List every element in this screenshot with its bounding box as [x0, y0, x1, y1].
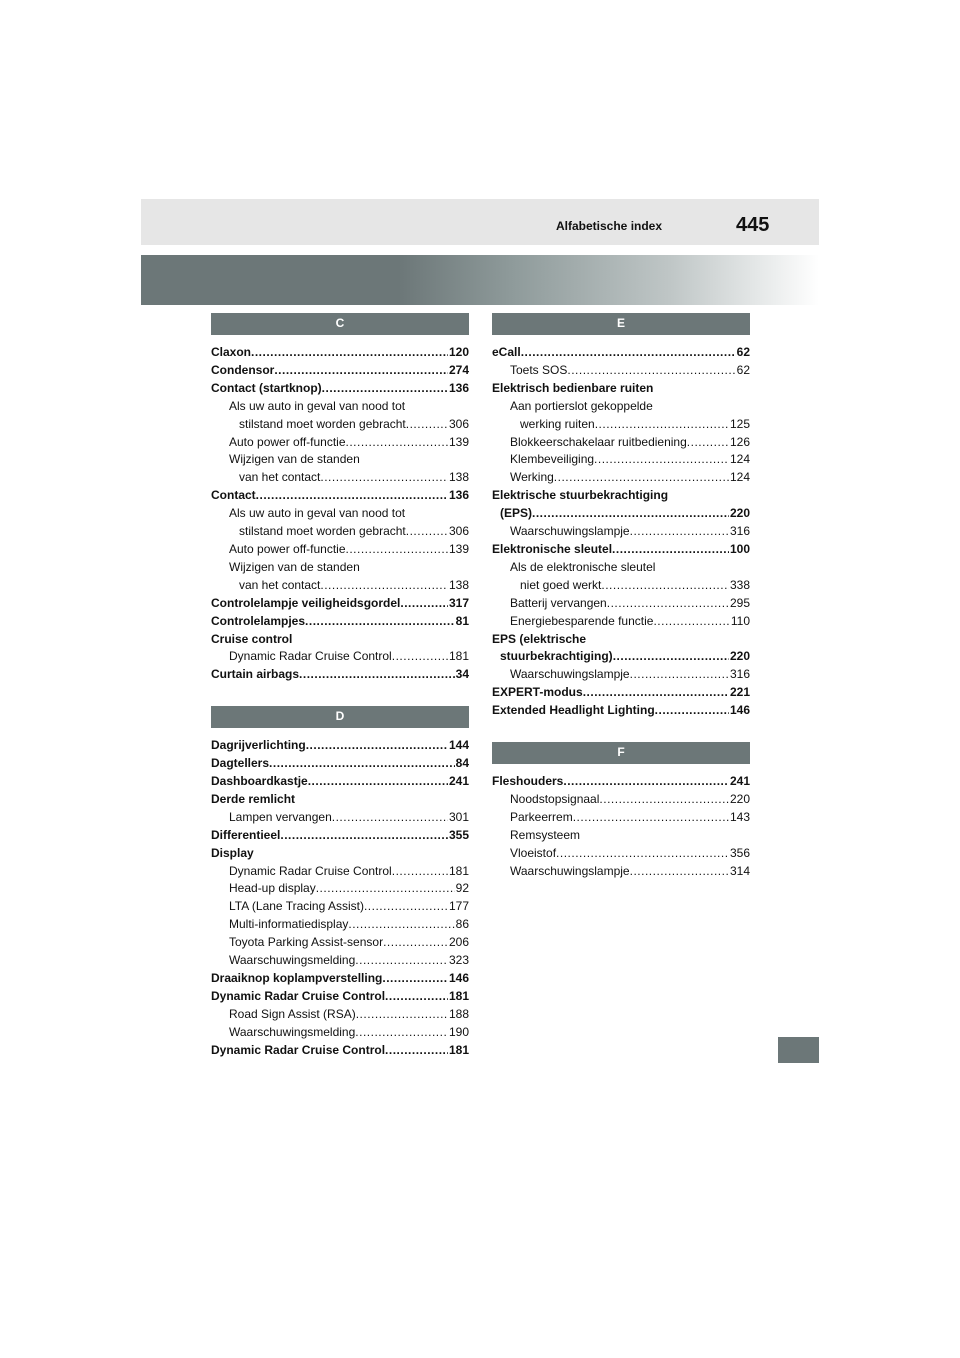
index-subentry: Aan portierslot gekoppelde [510, 398, 653, 413]
index-subentry: Dynamic Radar Cruise Control ..... 181 [211, 863, 469, 881]
index-section-d [211, 706, 469, 1059]
page-ref: 355 [448, 827, 469, 842]
index-entry: Fleshouders ..... 241 [492, 773, 750, 791]
index-subentry: Toyota Parking Assist-sensor ..... 206 [211, 934, 469, 952]
page-ref: 139 [448, 434, 469, 449]
index-section-c [211, 313, 469, 684]
index-entry: Dagrijverlichting ..... 144 [211, 737, 469, 755]
index-entry: Controlelampje veiligheidsgordel ..... 317 [211, 595, 469, 613]
page-ref: 81 [455, 613, 469, 628]
page-ref: 314 [729, 863, 750, 878]
index-entry: Differentieel ..... 355 [211, 827, 469, 845]
index-subentry: Blokkeerschakelaar ruitbediening ..... 126 [492, 434, 750, 452]
page-ref: 124 [729, 452, 750, 467]
page-ref: 190 [448, 1024, 469, 1039]
index-entry: Draaiknop koplampverstelling ..... 146 [211, 970, 469, 988]
index-subentry: Road Sign Assist (RSA) ..... 188 [211, 1006, 469, 1024]
index-subentry: Als uw auto in geval van nood tot [229, 398, 406, 413]
index-subentry: Parkeerrem ..... 143 [492, 809, 750, 827]
index-subentry: Als uw auto in geval van nood tot [229, 506, 406, 521]
page-ref: 188 [448, 1006, 469, 1021]
page-ref: 220 [729, 791, 750, 806]
index-column-left [211, 313, 469, 1082]
index-entry: Elektrische stuurbekrachtiging [492, 488, 669, 503]
page-ref: 124 [729, 470, 750, 485]
decorative-gradient-band [141, 255, 819, 305]
page-ref: 274 [448, 362, 469, 377]
page-ref: 241 [448, 774, 469, 789]
page-number: 445 [736, 214, 770, 236]
index-subentry: Auto power off-functie ..... 139 [211, 541, 469, 559]
page-ref: 295 [729, 595, 750, 610]
index-entry: Dynamic Radar Cruise Control ..... 181 [211, 988, 469, 1006]
page-ref: 138 [448, 577, 469, 592]
page-ref: 181 [448, 1042, 469, 1057]
page-ref: 316 [729, 667, 750, 682]
index-subentry: Werking ..... 124 [492, 469, 750, 487]
index-entry: Contact ..... 136 [211, 487, 469, 505]
index-subentry: Waarschuwingslampje ..... 316 [492, 666, 750, 684]
index-section-e [492, 313, 750, 720]
side-thumb-tab [778, 1037, 819, 1063]
page-ref: 323 [448, 953, 469, 968]
index-entry: Curtain airbags ..... 34 [211, 666, 469, 684]
section-header-c: C [211, 313, 469, 335]
section-header-f: F [492, 742, 750, 764]
page-ref: 84 [455, 756, 469, 771]
index-subentry: Lampen vervangen ..... 301 [211, 809, 469, 827]
page-ref: 120 [448, 345, 469, 359]
index-subentry: Wijzigen van de standen [229, 559, 360, 574]
index-subentry: Auto power off-functie ..... 139 [211, 434, 469, 452]
page-ref: 316 [729, 524, 750, 539]
page-ref: 139 [448, 541, 469, 556]
page-ref: 338 [729, 577, 750, 592]
index-entry: Display [211, 845, 254, 860]
header-band [141, 199, 819, 245]
page-ref: 136 [448, 380, 469, 395]
page-ref: 92 [455, 881, 469, 896]
index-subentry: van het contact ..... 138 [211, 577, 469, 595]
index-entry: Cruise control [211, 631, 293, 646]
section-header-e: E [492, 313, 750, 335]
index-subentry: Waarschuwingsmelding ..... 190 [211, 1024, 469, 1042]
page-ref: 86 [455, 917, 469, 932]
index-entry: Controlelampjes ..... 81 [211, 613, 469, 631]
index-subentry: Dynamic Radar Cruise Control ..... 181 [211, 648, 469, 666]
index-entry: Elektronische sleutel ..... 100 [492, 541, 750, 559]
page-ref: 126 [729, 434, 750, 449]
page-ref: 136 [448, 488, 469, 503]
index-column-right [492, 313, 750, 902]
index-subentry: Batterij vervangen ..... 295 [492, 595, 750, 613]
index-entry: (EPS) ..... 220 [492, 505, 750, 523]
index-entry: EXPERT-modus ..... 221 [492, 684, 750, 702]
page-ref: 181 [448, 649, 469, 664]
page-ref: 301 [448, 809, 469, 824]
index-subentry: werking ruiten ..... 125 [492, 416, 750, 434]
index-subentry: Waarschuwingsmelding ..... 323 [211, 952, 469, 970]
page-ref: 206 [448, 935, 469, 950]
page-ref: 125 [729, 416, 750, 431]
index-subentry: van het contact ..... 138 [211, 469, 469, 487]
page-ref: 220 [729, 506, 750, 521]
page-ref: 138 [448, 470, 469, 485]
page-ref: 220 [729, 649, 750, 664]
page-ref: 144 [448, 738, 469, 753]
index-subentry: Waarschuwingslampje ..... 316 [492, 523, 750, 541]
index-entry: Elektrisch bedienbare ruiten [492, 380, 654, 395]
index-subentry: stilstand moet worden gebracht ..... 306 [211, 416, 469, 434]
page-ref: 62 [736, 362, 750, 377]
index-subentry: Energiebesparende functie ..... 110 [492, 613, 750, 631]
page-ref: 34 [455, 667, 469, 682]
page-ref: 306 [448, 416, 469, 431]
index-subentry: Remsysteem [510, 827, 581, 842]
index-entry: Dynamic Radar Cruise Control ..... 181 [211, 1042, 469, 1060]
index-entry: EPS (elektrische [492, 631, 587, 646]
index-subentry: Multi-informatiedisplay ..... 86 [211, 916, 469, 934]
page-ref: 177 [448, 899, 469, 914]
page-ref: 356 [729, 845, 750, 860]
index-entry: Contact (startknop) ..... 136 [211, 380, 469, 398]
index-section-f [492, 742, 750, 880]
page-ref: 317 [448, 595, 469, 610]
page-ref: 100 [729, 541, 750, 556]
index-subentry: Toets SOS ..... 62 [492, 362, 750, 380]
index-entry: Extended Headlight Lighting ..... 146 [492, 702, 750, 720]
index-entry: eCall ..... 62 [492, 344, 750, 362]
index-entry: Claxon ..... 120 [211, 344, 469, 362]
index-subentry: Noodstopsignaal ..... 220 [492, 791, 750, 809]
index-subentry: stilstand moet worden gebracht ..... 306 [211, 523, 469, 541]
index-entry: Condensor ..... 274 [211, 362, 469, 380]
index-subentry: niet goed werkt ..... 338 [492, 577, 750, 595]
index-entry: Derde remlicht [211, 791, 296, 806]
index-entry: Dagtellers ..... 84 [211, 755, 469, 773]
index-entry: Dashboardkastje ..... 241 [211, 773, 469, 791]
page-ref: 241 [729, 774, 750, 789]
page-ref: 306 [448, 524, 469, 539]
section-header-d: D [211, 706, 469, 728]
index-subentry: Klembeveiliging ..... 124 [492, 451, 750, 469]
page-ref: 143 [729, 809, 750, 824]
index-subentry: Waarschuwingslampje ..... 314 [492, 863, 750, 881]
index-subentry: Head-up display ..... 92 [211, 880, 469, 898]
index-subentry: Als de elektronische sleutel [510, 559, 656, 574]
index-subentry: LTA (Lane Tracing Assist) ..... 177 [211, 898, 469, 916]
page-header-title: Alfabetische index [556, 219, 663, 233]
page-ref: 181 [448, 988, 469, 1003]
page-ref: 181 [448, 863, 469, 878]
page-ref: 62 [736, 345, 750, 359]
index-subentry: Vloeistof ..... 356 [492, 845, 750, 863]
index-subentry: Wijzigen van de standen [229, 452, 360, 467]
page-ref: 221 [729, 685, 750, 700]
page-ref: 110 [730, 613, 750, 628]
page-ref: 146 [729, 703, 750, 718]
page-ref: 146 [448, 971, 469, 985]
index-entry: stuurbekrachtiging) ..... 220 [492, 648, 750, 666]
